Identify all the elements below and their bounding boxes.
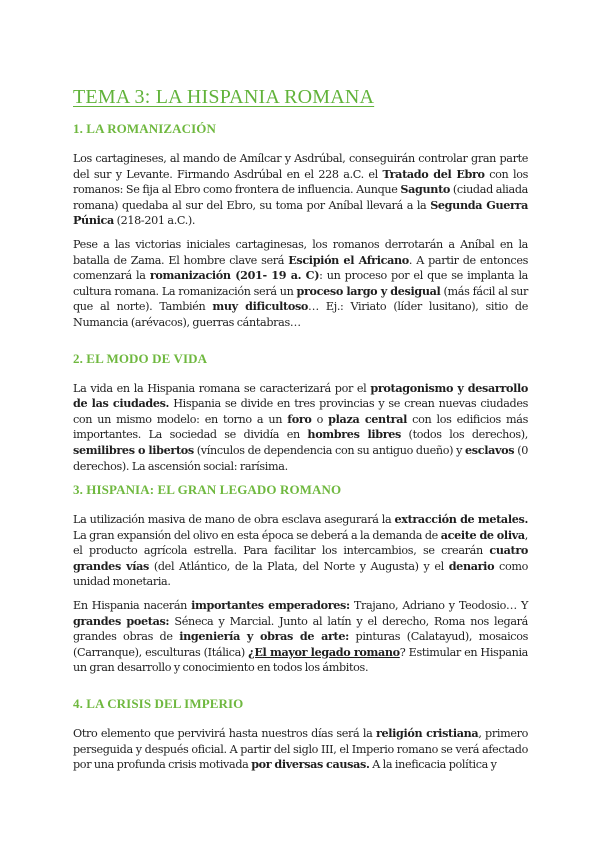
section-heading-modo-de-vida: 2. EL MODO DE VIDA	[73, 350, 208, 366]
bold-term: esclavos	[465, 442, 515, 457]
bold-term: importantes emperadores:	[191, 598, 350, 613]
bold-term: extracción de metales.	[394, 512, 528, 527]
text-run: o	[311, 412, 329, 426]
paragraph-legado-economia	[73, 512, 528, 590]
bold-term: por diversas causas.	[251, 757, 370, 772]
bold-term: romanización (201- 19 a. C)	[149, 268, 320, 283]
section-heading-romanizacion: 1. LA ROMANIZACIÓN	[73, 121, 217, 136]
bold-term: ingeniería y obras de arte:	[179, 629, 349, 644]
document-title: TEMA 3: LA HISPANIA ROMANA	[73, 86, 375, 108]
section-heading-legado: 3. HISPANIA: EL GRAN LEGADO ROMANO	[73, 482, 342, 498]
text-run: La utilización masiva de mano de obra esclava asegurará la	[73, 513, 395, 527]
text-run: (ciudad aliada romana) quedaba al sur del Ebro, su toma por Aníbal llevará a la	[73, 183, 528, 212]
text-run: (más fácil al sur que al norte). También	[73, 284, 529, 314]
text-run: pinturas (Calatayud), mosaicos (Carranque), esculturas (Itálica)	[73, 630, 528, 659]
text-run: como unidad monetaria.	[73, 559, 528, 589]
spacer	[73, 684, 528, 696]
text-run: En Hispania nacerán	[73, 599, 192, 613]
text-run: : un proceso por el que se implanta la cultura romana. La romanización será un	[73, 269, 529, 298]
text-run: Los cartagineses, al mando de Amílcar y Asdrúbal, conseguirán controlar gran parte del sur y Levante. Firmando Asdrúbal en el 228 a.C. el	[73, 152, 528, 181]
paragraph-romanizacion	[73, 237, 528, 331]
bold-term: Escipión el Africano	[288, 252, 409, 267]
text-run: Hispania se divide en tres provincias y se crean nuevas ciudades con un mismo modelo: en torno a un	[73, 397, 528, 426]
section-heading-crisis: 4. LA CRISIS DEL IMPERIO	[73, 696, 244, 712]
paragraph-crisis	[73, 726, 528, 773]
bold-term: muy dificultoso	[212, 299, 309, 314]
text-run: Trajano, Adriano y Teodosio… Y	[349, 599, 528, 613]
text-run: Séneca y Marcial. Junto al latín y el derecho, Roma nos legará grandes obras de	[73, 614, 528, 644]
paragraph-modo-de-vida	[73, 381, 528, 475]
text-run: , primero perseguida y después oficial. A partir del siglo III, el Imperio romano se verá afectado por una profunda crisis motivada	[73, 727, 528, 772]
underlined-bold-term: ¿El mayor legado romano	[248, 644, 400, 659]
text-run: (vínculos de dependencia con su antiguo dueño) y	[193, 443, 466, 457]
text-run: (todos los derechos),	[400, 428, 528, 442]
text-run: ? Estimular en Hispania un gran desarrollo y conocimiento en todos los ámbitos.	[73, 645, 528, 675]
paragraph-cartagineses	[73, 151, 528, 229]
text-run: . A partir de entonces comenzará la	[73, 253, 529, 283]
bold-term: grandes poetas:	[73, 613, 170, 628]
text-run: A la ineficacia política y	[369, 758, 497, 772]
text-run: con los romanos: Se fija al Ebro como frontera de influencia. Aunque	[73, 167, 529, 197]
bold-term: foro	[287, 411, 312, 426]
text-run: Otro elemento que pervivirá hasta nuestros días será la	[73, 727, 376, 741]
bold-term: Segunda Guerra Púnica	[73, 197, 528, 228]
text-run: (218-201 a.C.).	[113, 214, 196, 228]
bold-term: protagonismo y desarrollo de las ciudades.	[73, 380, 529, 411]
paragraph-legado-cultura	[73, 598, 528, 676]
text-run: (del Atlántico, de la Plata, del Norte y Augusta) y el	[148, 559, 449, 573]
text-run: Pese a las victorias iniciales cartaginesas, los romanos derrotarán a Aníbal en la batalla de Zama. El hombre clave será	[73, 237, 528, 267]
text-run: La gran expansión del olivo en esta época se deberá a la demanda de	[73, 528, 441, 542]
bold-term: Tratado del Ebro	[382, 166, 485, 181]
bold-term: religión cristiana	[375, 726, 479, 741]
bold-term: Sagunto	[400, 182, 451, 197]
text-run: , el producto agrícola estrella. Para facilitar los intercambios, se crearán	[73, 528, 528, 558]
text-run: … Ej.: Viriato (líder lusitano), sitio de Numancia (arévacos), guerras cántabras…	[73, 300, 528, 329]
bold-term: cuatro grandes vías	[73, 543, 528, 573]
bold-term: aceite de oliva	[440, 527, 525, 542]
text-run: (0 derechos). La ascensión social: rarísima.	[73, 443, 528, 473]
text-run: La vida en la Hispania romana se caracterizará por el	[73, 381, 371, 395]
bold-term: hombres libres	[307, 427, 401, 442]
bold-term: proceso largo y desigual	[296, 283, 441, 298]
bold-term: plaza central	[328, 411, 408, 426]
spacer	[73, 339, 528, 351]
bold-term: semilibres o libertos	[73, 442, 194, 457]
bold-term: denario	[448, 558, 495, 573]
text-run: con los edificios más importantes. La sociedad se dividía en	[73, 412, 528, 442]
